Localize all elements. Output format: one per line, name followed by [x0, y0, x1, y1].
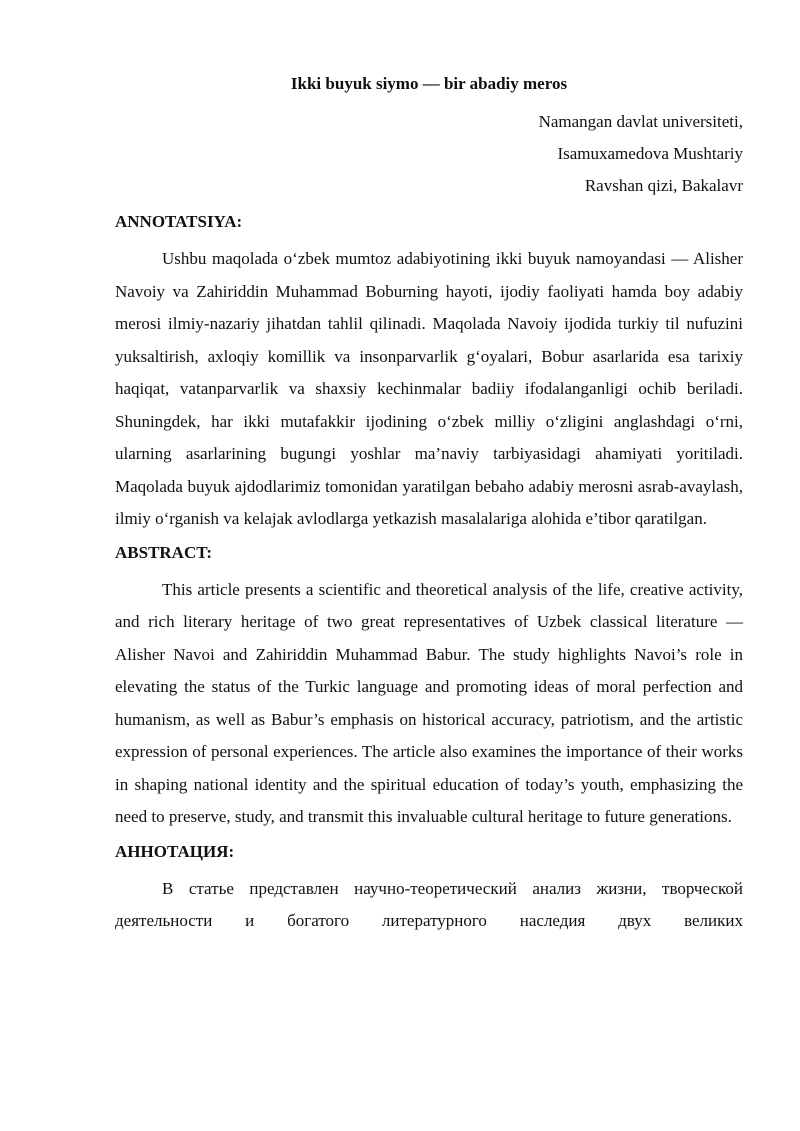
abstract-en-heading: ABSTRACT:: [115, 542, 212, 562]
affiliation-line: Ravshan qizi, Bakalavr: [584, 176, 743, 195]
affiliation-line: Namangan davlat universiteti,: [538, 112, 743, 131]
annotation-uz-heading: ANNOTATSIYA:: [115, 212, 243, 231]
document-title: Ikki buyuk siymo — bir abadiy meros: [290, 74, 568, 93]
annotation-uz-paragraph: Ushbu maqolada o‘zbek mumtoz adabiyotining ikki buyuk namoyandasi — Alisher Navoiy va Zahiriddin Muhammad Boburning hayoti, ijodiy faoliyati hamda boy adabiy merosi ilmiy-nazariy jihatdan tahlil qilinadi. Maqolada Navoiy ijodida turkiy til nufuzini yuksaltirish, axloqiy komillik va insonparvarlik g‘oyalari, Bobur asarlarida esa tarixiy haqiqat, vatanparvarlik va shaxsiy kechinmalar badiiy ifodalanganligi ochib beriladi. Shuningdek, har ikki mutafakkir ijodining o‘zbek milliy o‘zligini anglashdagi o‘rni, ularning asarlarining bugungi yoshlar ma’naviy tarbiyasidagi ahamiyati yoritiladi. Maqolada buyuk ajdodlarimiz tomonidan yaratilgan bebaho adabiy merosni asrab-avaylash, ilmiy o‘rganish va kelajak avlodlarga yetkazish masalalariga alohida e’tibor qaratilgan.: [115, 249, 743, 528]
annotation-ru-heading: АННОТАЦИЯ:: [115, 841, 235, 861]
author-affiliation: [115, 106, 743, 202]
affiliation-line: Isamuxamedova Mushtariy: [557, 144, 743, 163]
abstract-en-paragraph: This article presents a scientific and theoretical analysis of the life, creative activity, and rich literary heritage of two great representatives of Uzbek classical literature — Alisher Navoi and Zahiriddin Muhammad Babur. The study highlights Navoi’s role in elevating the status of the Turkic language and promoting ideas of moral perfection and humanism, as well as Babur’s emphasis on historical accuracy, patriotism, and the artistic expression of personal experiences. The article also examines the importance of their works in shaping national identity and the spiritual education of today’s youth, emphasizing the need to preserve, study, and transmit this invaluable cultural heritage to future generations.: [115, 579, 743, 826]
annotation-ru-paragraph: В статье представлен научно-теоретический анализ жизни, творческой деятельности и богатого литературного наследия двух великих: [115, 878, 743, 930]
document-page: [115, 74, 743, 938]
